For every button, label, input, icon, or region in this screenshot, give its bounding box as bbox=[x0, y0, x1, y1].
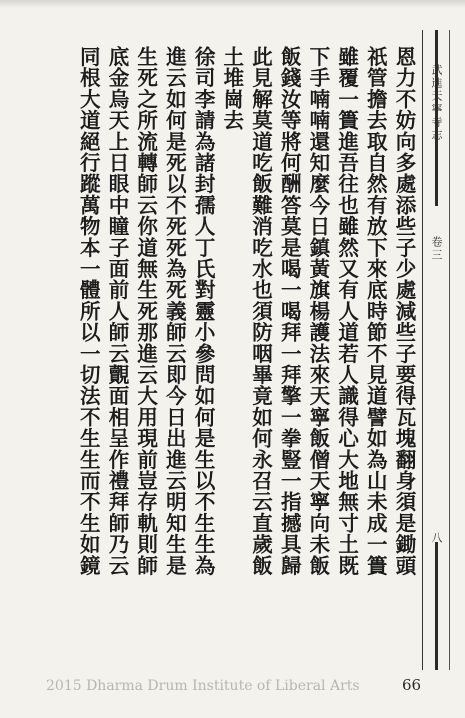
text-line: 同根大道絕行蹤萬物本一體所以一切法不生生而不生如鏡 bbox=[76, 46, 101, 576]
watermark: 2015 Dharma Drum Institute of Liberal Arts bbox=[46, 678, 360, 694]
text-line: 飯錢汝等將何酬答莫是喝一喝拜一拜擎一拳豎一指撼具歸 bbox=[277, 46, 302, 576]
text-line: 進云如何是死以不死死為死義師云即今日出進云明知生是 bbox=[162, 46, 187, 576]
text-line: 下手喃喃還知麼今日鎮黃旗楊護法來天寧飯僧天寧向未飯 bbox=[305, 46, 330, 576]
page-frame bbox=[14, 30, 450, 670]
text-line: 底金烏天上日眼中瞳子面前人師云覿面相呈作禮拜師乃云 bbox=[104, 46, 129, 576]
page-number: 66 bbox=[402, 676, 422, 694]
volume-label: 卷三 bbox=[430, 236, 443, 262]
text-line: 祇管擔去取自然有放下來底時節不見道譬如為山未成一簣 bbox=[363, 46, 388, 576]
side-page-number: 八 bbox=[430, 532, 443, 545]
text-line: 土堆崗去 bbox=[219, 46, 244, 131]
journal-title: 武進天寧寺志 bbox=[430, 64, 443, 142]
margin-rule-bottom bbox=[435, 542, 438, 670]
text-line: 雖覆一簣進吾往也雖然又有人道若人識得心大地無寸土既 bbox=[334, 46, 359, 576]
page-top-edge bbox=[0, 0, 465, 8]
text-line: 此見解莫道吃飯難消吃水也須防咽畢竟如何永召云直歲飯 bbox=[248, 46, 273, 576]
text-line: 徐司李請為諸封孺人丁氏對靈小參問如何是生以不生生為 bbox=[191, 46, 216, 576]
text-line: 恩力不妨向多處添些子少處減些子要得瓦塊翻身須是鋤頭 bbox=[392, 46, 416, 576]
margin-column bbox=[422, 30, 449, 670]
main-text-block bbox=[16, 46, 418, 664]
text-line: 生死之所流轉師云你道無生死那進云大用現前豈存軌則師 bbox=[133, 46, 158, 576]
